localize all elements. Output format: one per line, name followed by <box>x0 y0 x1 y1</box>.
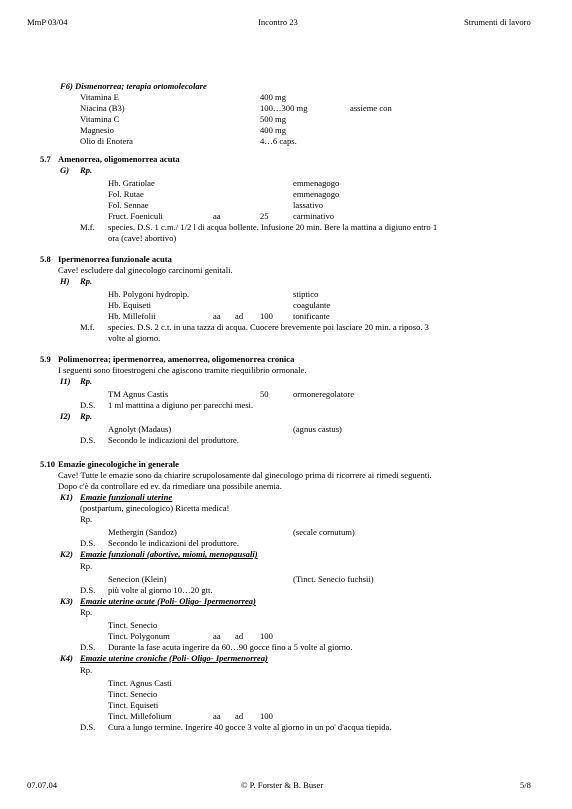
intro-text: I seguenti sono fitoestrogeni che agiscono tramite riequilibrio ormonale. <box>58 365 307 375</box>
herb-name: Fol. Sennae <box>108 200 149 210</box>
recipe-label: K2) <box>60 549 73 559</box>
herb-name: Tinct. Millefolium <box>108 711 172 721</box>
herb-name: Fol. Rutae <box>108 189 144 199</box>
rp-label: Rp. <box>80 665 93 675</box>
herb-name: Methergin (Sandoz) <box>108 527 177 537</box>
f6-dose: 100…300 mg <box>260 103 308 113</box>
herb-use: (secale cornutum) <box>293 527 355 537</box>
instruction-text: volte al giorno. <box>108 333 161 343</box>
f6-name: Magnesio <box>80 125 114 135</box>
f6-dose: 400 mg <box>260 92 287 102</box>
footer-copyright: © P. Forster & B. Buser <box>241 780 324 790</box>
herb-qty: 100 <box>260 631 273 641</box>
rp-label: Rp. <box>80 276 93 286</box>
herb-ad: ad <box>235 711 244 721</box>
herb-name: Hb. Polygoni hydropip. <box>108 289 190 299</box>
section-number: 5.7 <box>40 154 51 164</box>
instruction-text: Secondo le indicazioni del produttore. <box>108 538 240 548</box>
herb-aa: aa <box>213 631 221 641</box>
header-center: Incontro 23 <box>258 17 298 27</box>
herb-name: Hb. Equiseti <box>108 300 151 310</box>
recipe-title: Emazie funzionali (abortive, miomi, menopausali) <box>80 549 258 559</box>
instruction-text: species. D.S. 2 c.t. in una tazza di acqua. Cuocere brevemente poi lasciare 20 min. a riposo. 3 <box>108 322 429 332</box>
ds-label: D.S. <box>80 585 96 595</box>
recipe-label: G) <box>60 165 70 175</box>
recipe-title: Emazie funzionali uterine <box>80 492 173 502</box>
herb-use: (Tinct. Senecio fuchsii) <box>293 574 374 584</box>
herb-qty: 25 <box>260 211 269 221</box>
mf-label: M.f. <box>80 322 95 332</box>
herb-use: ormoneregolatore <box>293 389 355 399</box>
rp-label: Rp. <box>80 411 93 421</box>
recipe-label: I2) <box>60 411 71 421</box>
recipe-label: K3) <box>60 596 73 606</box>
herb-use: coagulante <box>293 300 331 310</box>
header-right: Strumenti di lavoro <box>464 17 531 27</box>
herb-use: stiptico <box>293 289 319 299</box>
herb-qty: 50 <box>260 389 269 399</box>
f6-name: Vitamina E <box>80 92 119 102</box>
section-number: 5.10 <box>40 459 56 469</box>
rp-label: Rp. <box>80 514 93 524</box>
ds-label: D.S. <box>80 435 96 445</box>
herb-name: Fruct. Foeniculi <box>108 211 163 221</box>
cave-text: Cave! escludere dal ginecologo carcinomi genitali. <box>58 265 233 275</box>
section-title: Polimenorrea; ipermenorrea, amenorrea, oligomenorrea cronica <box>58 354 295 364</box>
herb-name: Hb. Millefolii <box>108 311 156 321</box>
herb-name: Tinct. Senecio <box>108 620 158 630</box>
instruction-text: Durante la fase acuta ingerire da 60…90 gocce fino a 5 volte al giorno. <box>108 642 353 652</box>
rp-label: Rp. <box>80 376 93 386</box>
section-number: 5.9 <box>40 354 51 364</box>
herb-name: Tinct. Equiseti <box>108 700 159 710</box>
herb-name: Tinct. Polygonum <box>108 631 170 641</box>
section-title: Amenorrea, oligomenorrea acuta <box>58 154 180 164</box>
herb-aa: aa <box>213 311 221 321</box>
recipe-title: Emazie uterine croniche (Poli- Oligo- Ipermenorrea) <box>80 653 268 663</box>
instruction-text: 1 ml matttina a digiuno per parecchi mesi. <box>108 400 254 410</box>
section-title: Ipermenorrea funzionale acuta <box>58 254 172 264</box>
ds-label: D.S. <box>80 642 96 652</box>
f6-name: Olio di Enotera <box>80 136 133 146</box>
f6-dose: 500 mg <box>260 114 287 124</box>
herb-use: lassativo <box>293 200 324 210</box>
ds-label: D.S. <box>80 400 96 410</box>
mf-label: M.f. <box>80 222 95 232</box>
herb-name: Hb. Gratiolae <box>108 178 155 188</box>
instruction-text: Secondo le indicazioni del produttore. <box>108 435 240 445</box>
herb-aa: aa <box>213 711 221 721</box>
instruction-text: ora (cave! abortivo) <box>108 233 177 243</box>
section-f6-title: F6) Dismenorrea; terapia ortomolecolare <box>60 81 207 91</box>
instruction-text: Cura a lungo termine. Ingerire 40 gocce 3 volte al giorno in un po' d'acqua tiepida. <box>108 722 392 732</box>
rp-label: Rp. <box>80 607 93 617</box>
ds-label: D.S. <box>80 722 96 732</box>
f6-dose: 4…6 caps. <box>260 136 297 146</box>
herb-aa: aa <box>213 211 221 221</box>
section-number: 5.8 <box>40 254 51 264</box>
herb-name: Agnolyt (Madaus) <box>108 424 172 434</box>
instruction-text: species. D.S. 1 c.m./ 1/2 l di acqua bollente. Infusione 20 min. Bere la mattina a digiuno entro 1 <box>108 222 438 232</box>
footer-date: 07.07.04 <box>27 780 58 790</box>
herb-qty: 100 <box>260 311 273 321</box>
rp-label: Rp. <box>80 165 93 175</box>
recipe-label: H) <box>60 276 70 286</box>
herb-qty: 100 <box>260 711 273 721</box>
f6-name: Vitamina C <box>80 114 120 124</box>
herb-use: emmenagogo <box>293 189 340 199</box>
herb-name: Tinct. Agnus Casti <box>108 678 172 688</box>
herb-ad: ad <box>235 631 244 641</box>
herb-name: Senecion (Klein) <box>108 574 167 584</box>
section-title: Emazie ginecologiche in generale <box>58 459 180 469</box>
footer-page-number: 5/8 <box>520 780 531 790</box>
instruction-text: più volte al giorno 10…20 gtt. <box>108 585 213 595</box>
herb-use: (agnus castus) <box>293 424 342 434</box>
recipe-label: I1) <box>60 376 71 386</box>
herb-name: TM Agnus Castis <box>108 389 169 399</box>
intro-text: Dopo c'è da controllare ed ev. da rimediare una possibile anemia. <box>58 481 282 491</box>
recipe-title: Emazie uterine acute (Poli- Oligo- Ipermenorrea) <box>80 596 256 606</box>
recipe-label: K4) <box>60 653 73 663</box>
cave-text: Cave! Tutte le emazie sono da chiarire scrupolosamente dal ginecologo prima di ricorrere ai rimedi seguenti. <box>58 470 432 480</box>
herb-ad: ad <box>235 311 244 321</box>
herb-use: carminativo <box>293 211 335 221</box>
herb-name: Tinct. Senecio <box>108 689 158 699</box>
recipe-subtitle: (postpartum, ginecologico) Ricetta medica! <box>80 503 230 513</box>
f6-note: assieme con <box>350 103 392 113</box>
recipe-label: K1) <box>60 492 73 502</box>
header-left: MmP 03/04 <box>27 17 68 27</box>
ds-label: D.S. <box>80 538 96 548</box>
herb-use: emmenagogo <box>293 178 340 188</box>
rp-label: Rp. <box>80 561 93 571</box>
herb-use: tonificante <box>293 311 330 321</box>
f6-dose: 400 mg <box>260 125 287 135</box>
f6-name: Niacina (B3) <box>80 103 125 113</box>
